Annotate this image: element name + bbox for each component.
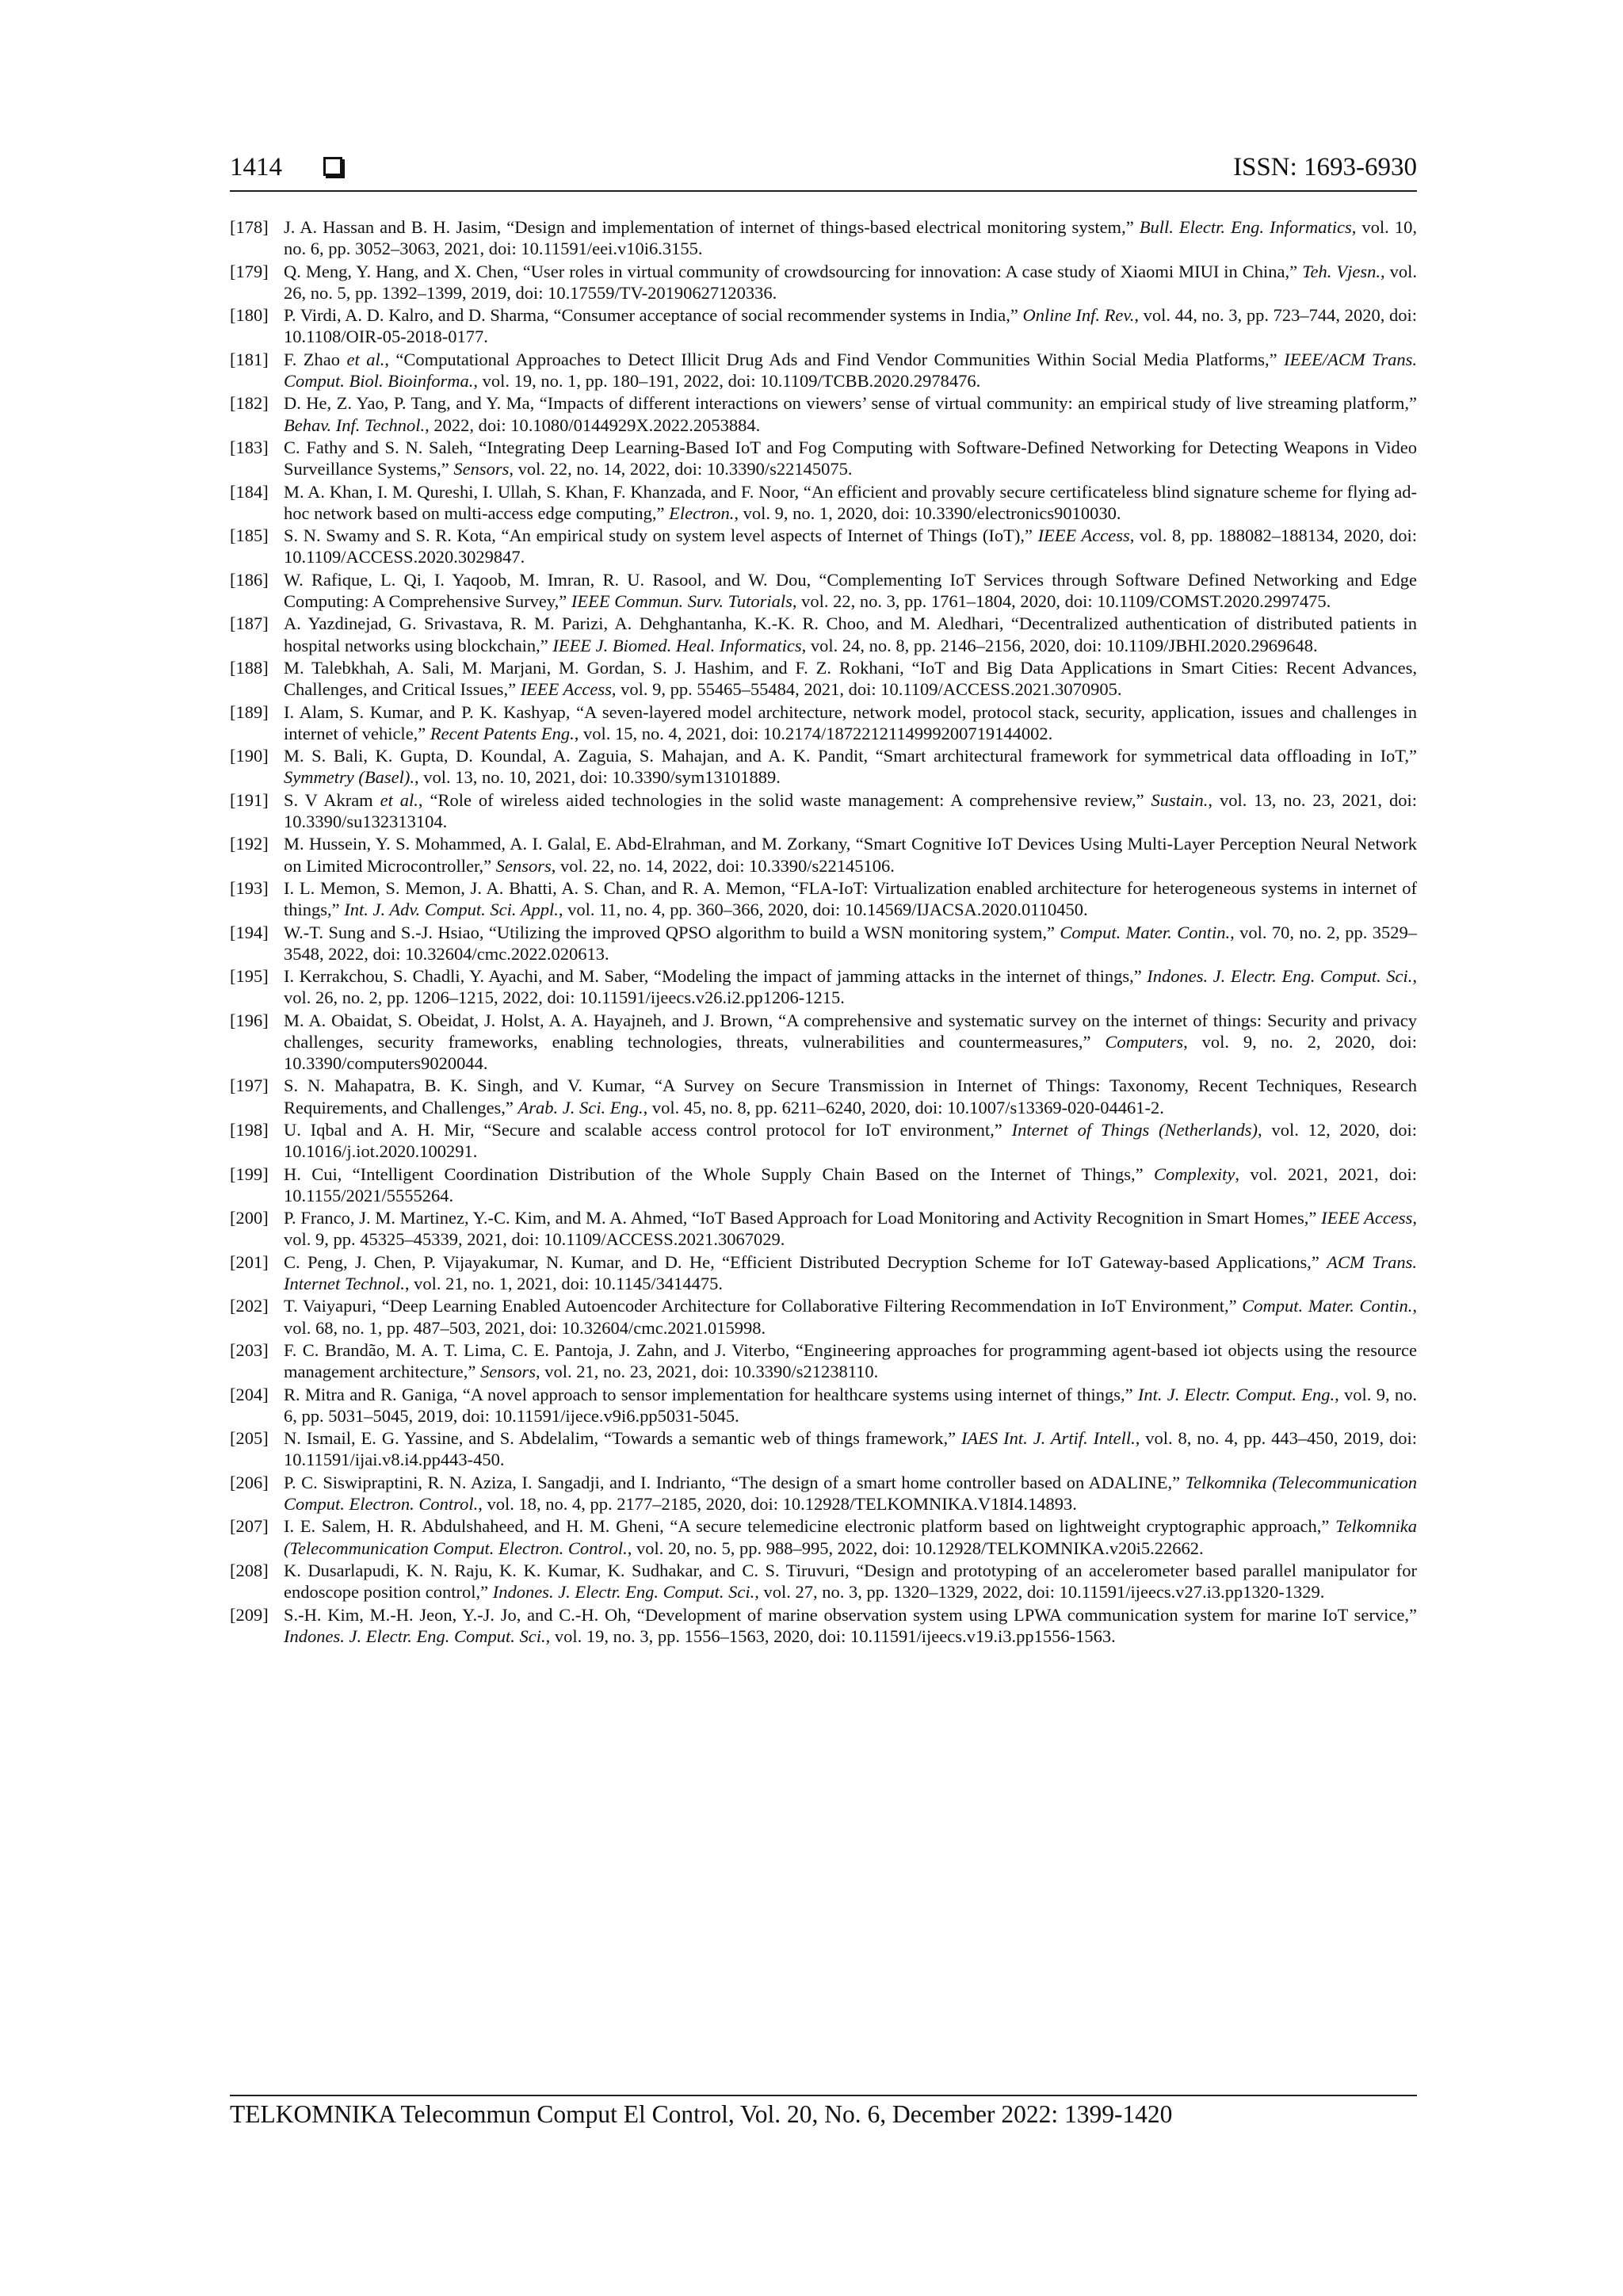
reference-number: [179]	[230, 261, 269, 281]
reference-text: F. Zhao et al., “Computational Approaches to Detect Illicit Drug Ads and Find Vendor Communities Within Social Media Platforms,” IEEE/ACM Trans. Comput. Biol. Bioinforma., vol. 19, no. 1, pp. 180–191, 2022, doi: 10.1109/TCBB.2020.2978476.	[284, 349, 1417, 391]
reference-text: U. Iqbal and A. H. Mir, “Secure and scalable access control protocol for IoT environment,” Internet of Things (Netherlands), vol. 12, 2020, doi: 10.1016/j.iot.2020.100291.	[284, 1120, 1417, 1162]
reference-text: C. Fathy and S. N. Saleh, “Integrating Deep Learning-Based IoT and Fog Computing with Software-Defined Networking for Detecting Weapons in Video Surveillance Systems,” Sensors, vol. 22, no. 14, 2022, doi: 10.3390/s22145075.	[284, 437, 1417, 479]
reference-text: I. Kerrakchou, S. Chadli, Y. Ayachi, and M. Saber, “Modeling the impact of jamming attacks in the internet of things,” Indones. J. Electr. Eng. Comput. Sci., vol. 26, no. 2, pp. 1206–1215, 2022, doi: 10.11591/ijeecs.v26.i2.pp1206-1215.	[284, 966, 1417, 1008]
reference-number: [203]	[230, 1340, 269, 1361]
reference-text: P. Virdi, A. D. Kalro, and D. Sharma, “Consumer acceptance of social recommender systems in India,” Online Inf. Rev., vol. 44, no. 3, pp. 723–744, 2020, doi: 10.1108/OIR-05-2018-0177.	[284, 305, 1417, 347]
reference-item	[230, 216, 1417, 259]
reference-number: [181]	[230, 349, 269, 369]
reference-text: A. Yazdinejad, G. Srivastava, R. M. Parizi, A. Dehghantanha, K.-K. R. Choo, and M. Aledhari, “Decentralized authentication of distributed patients in hospital networks using blockchain,” IEEE J. Biomed. Heal. Informatics, vol. 24, no. 8, pp. 2146–2156, 2020, doi: 10.1109/JBHI.2020.2969648.	[284, 613, 1417, 655]
page-header	[230, 153, 1417, 188]
reference-item	[230, 1515, 1417, 1558]
reference-item	[230, 745, 1417, 788]
reference-item	[230, 701, 1417, 744]
reference-text: Q. Meng, Y. Hang, and X. Chen, “User roles in virtual community of crowdsourcing for innovation: A case study of Xiaomi MIUI in China,” Teh. Vjesn., vol. 26, no. 5, pp. 1392–1399, 2019, doi: 10.17559/TV-20190627120336.	[284, 261, 1417, 303]
reference-text: D. He, Z. Yao, P. Tang, and Y. Ma, “Impacts of different interactions on viewers’ sense of virtual community: an empirical study of live streaming platform,” Behav. Inf. Technol., 2022, doi: 10.1080/0144929X.2022.2053884.	[284, 393, 1417, 435]
reference-number: [206]	[230, 1472, 269, 1492]
reference-text: P. Franco, J. M. Martinez, Y.-C. Kim, and M. A. Ahmed, “IoT Based Approach for Load Monitoring and Activity Recognition in Smart Homes,” IEEE Access, vol. 9, pp. 45325–45339, 2021, doi: 10.1109/ACCESS.2021.3067029.	[284, 1208, 1417, 1250]
reference-number: [204]	[230, 1384, 269, 1404]
reference-number: [189]	[230, 701, 269, 722]
reference-item	[230, 349, 1417, 392]
reference-number: [184]	[230, 481, 269, 502]
reference-text: C. Peng, J. Chen, P. Vijayakumar, N. Kumar, and D. He, “Efficient Distributed Decryption Scheme for IoT Gateway-based Applications,” ACM Trans. Internet Technol., vol. 21, no. 1, 2021, doi: 10.1145/3414475.	[284, 1251, 1418, 1294]
reference-number: [185]	[230, 525, 269, 546]
reference-item	[230, 1604, 1417, 1647]
reference-text: F. C. Brandão, M. A. T. Lima, C. E. Pantoja, J. Zahn, and J. Viterbo, “Engineering approaches for programming agent-based iot objects using the resource management architecture,” Sensors, vol. 21, no. 23, 2021, doi: 10.3390/s21238110.	[284, 1340, 1417, 1382]
reference-text: H. Cui, “Intelligent Coordination Distribution of the Whole Supply Chain Based on the Internet of Things,” Complexity, vol. 2021, 2021, doi: 10.1155/2021/5555264.	[284, 1163, 1417, 1205]
reference-text: M. S. Bali, K. Gupta, D. Koundal, A. Zaguia, S. Mahajan, and A. K. Pandit, “Smart architectural framework for symmetrical data offloading in IoT,” Symmetry (Basel)., vol. 13, no. 10, 2021, doi: 10.3390/sym13101889.	[284, 746, 1417, 788]
reference-item	[230, 1251, 1417, 1294]
page-footer: TELKOMNIKA Telecommun Comput El Control, Vol. 20, No. 6, December 2022: 1399-1420	[230, 2100, 1173, 2128]
reference-text: S. V Akram et al., “Role of wireless aided technologies in the solid waste management: A comprehensive review,” Sustain., vol. 13, no. 23, 2021, doi: 10.3390/su132313104.	[284, 789, 1417, 831]
reference-text: S. N. Swamy and S. R. Kota, “An empirical study on system level aspects of Internet of Things (IoT),” IEEE Access, vol. 8, pp. 188082–188134, 2020, doi: 10.1109/ACCESS.2020.3029847.	[284, 525, 1417, 567]
reference-number: [199]	[230, 1163, 269, 1184]
reference-number: [186]	[230, 569, 269, 590]
reference-number: [192]	[230, 834, 269, 854]
footer-rule	[230, 2095, 1417, 2096]
reference-number: [205]	[230, 1428, 269, 1449]
reference-item	[230, 1207, 1417, 1250]
reference-number: [197]	[230, 1075, 269, 1096]
reference-number: [183]	[230, 437, 269, 457]
reference-number: [188]	[230, 657, 269, 678]
reference-item	[230, 437, 1417, 479]
reference-item	[230, 1472, 1417, 1515]
reference-text: M. Hussein, Y. S. Mohammed, A. I. Galal, E. Abd-Elrahman, and M. Zorkany, “Smart Cognitive IoT Devices Using Multi-Layer Perception Neural Network on Limited Microcontroller,” Sensors, vol. 22, no. 14, 2022, doi: 10.3390/s22145106.	[284, 834, 1417, 876]
reference-number: [180]	[230, 305, 269, 326]
reference-number: [191]	[230, 789, 269, 810]
reference-item	[230, 304, 1417, 347]
reference-item	[230, 877, 1417, 920]
reference-text: I. Alam, S. Kumar, and P. K. Kashyap, “A seven-layered model architecture, network model, protocol stack, security, application, issues and challenges in internet of vehicle,” Recent Patents Eng., vol. 15, no. 4, 2021, doi: 10.2174/1872212114999200719144002.	[284, 701, 1417, 743]
reference-item	[230, 613, 1417, 655]
reference-item	[230, 261, 1417, 304]
reference-text: W. Rafique, L. Qi, I. Yaqoob, M. Imran, R. U. Rasool, and W. Dou, “Complementing IoT Services through Software Defined Networking and Edge Computing: A Comprehensive Survey,” IEEE Commun. Surv. Tutorials, vol. 22, no. 3, pp. 1761–1804, 2020, doi: 10.1109/COMST.2020.2997475.	[284, 569, 1417, 611]
reference-item	[230, 481, 1417, 524]
reference-number: [196]	[230, 1010, 269, 1030]
reference-item	[230, 1295, 1417, 1338]
reference-item	[230, 392, 1417, 435]
reference-number: [193]	[230, 877, 269, 898]
reference-number: [195]	[230, 966, 269, 987]
reference-item	[230, 1384, 1417, 1427]
reference-item	[230, 1010, 1417, 1075]
reference-text: S. N. Mahapatra, B. K. Singh, and V. Kumar, “A Survey on Secure Transmission in Internet of Things: Taxonomy, Recent Techniques, Research Requirements, and Challenges,” Arab. J. Sci. Eng., vol. 45, no. 8, pp. 6211–6240, 2020, doi: 10.1007/s13369-020-04461-2.	[284, 1075, 1417, 1117]
reference-text: W.-T. Sung and S.-J. Hsiao, “Utilizing the improved QPSO algorithm to build a WSN monitoring system,” Comput. Mater. Contin., vol. 70, no. 2, pp. 3529–3548, 2022, doi: 10.32604/cmc.2022.020613.	[284, 922, 1417, 964]
reference-text: M. Talebkhah, A. Sali, M. Marjani, M. Gordan, S. J. Hashim, and F. Z. Rokhani, “IoT and Big Data Applications in Smart Cities: Recent Advances, Challenges, and Critical Issues,” IEEE Access, vol. 9, pp. 55465–55484, 2021, doi: 10.1109/ACCESS.2021.3070905.	[284, 657, 1417, 700]
reference-number: [182]	[230, 393, 269, 414]
reference-item	[230, 1560, 1417, 1603]
reference-text: M. A. Khan, I. M. Qureshi, I. Ullah, S. Khan, F. Khanzada, and F. Noor, “An efficient and provably secure certificateless blind signature scheme for flying ad-hoc network based on multi-access edge computing,” Electron., vol. 9, no. 1, 2020, doi: 10.3390/electronics9010030.	[284, 481, 1417, 523]
reference-item	[230, 922, 1417, 965]
reference-item	[230, 1119, 1417, 1162]
reference-number: [194]	[230, 922, 269, 942]
reference-number: [178]	[230, 217, 269, 237]
header-rule	[230, 190, 1417, 192]
reference-item	[230, 1339, 1417, 1382]
reference-number: [201]	[230, 1251, 269, 1272]
reference-item	[230, 569, 1417, 612]
reference-number: [200]	[230, 1208, 269, 1228]
reference-item	[230, 1163, 1417, 1206]
reference-number: [202]	[230, 1296, 269, 1316]
reference-item	[230, 1075, 1417, 1117]
square-icon	[323, 157, 342, 176]
issn-label: ISSN: 1693-6930	[1233, 153, 1417, 181]
reference-item	[230, 833, 1417, 876]
reference-item	[230, 525, 1417, 567]
reference-number: [209]	[230, 1604, 269, 1625]
reference-number: [187]	[230, 613, 269, 634]
reference-text: I. L. Memon, S. Memon, J. A. Bhatti, A. S. Chan, and R. A. Memon, “FLA-IoT: Virtualization enabled architecture for heterogeneous systems in internet of things,” Int. J. Adv. Comput. Sci. Appl., vol. 11, no. 4, pp. 360–366, 2020, doi: 10.14569/IJACSA.2020.0110450.	[284, 877, 1417, 920]
reference-list	[230, 216, 1417, 1648]
reference-text: I. E. Salem, H. R. Abdulshaheed, and H. M. Gheni, “A secure telemedicine electronic platform based on lightweight cryptographic approach,” Telkomnika (Telecommunication Comput. Electron. Control., vol. 20, no. 5, pp. 988–995, 2022, doi: 10.12928/TELKOMNIKA.v20i5.22662.	[284, 1516, 1417, 1558]
reference-text: J. A. Hassan and B. H. Jasim, “Design and implementation of internet of things-based electrical monitoring system,” Bull. Electr. Eng. Informatics, vol. 10, no. 6, pp. 3052–3063, 2021, doi: 10.11591/eei.v10i6.3155.	[284, 217, 1417, 259]
page-number: 1414	[230, 153, 282, 181]
reference-text: S.-H. Kim, M.-H. Jeon, Y.-J. Jo, and C.-H. Oh, “Development of marine observation system using LPWA communication system for marine IoT service,” Indones. J. Electr. Eng. Comput. Sci., vol. 19, no. 3, pp. 1556–1563, 2020, doi: 10.11591/ijeecs.v19.i3.pp1556-1563.	[284, 1604, 1417, 1646]
reference-number: [207]	[230, 1516, 269, 1537]
reference-item	[230, 1427, 1417, 1470]
reference-text: K. Dusarlapudi, K. N. Raju, K. K. Kumar, K. Sudhakar, and C. S. Tiruvuri, “Design and prototyping of an accelerometer based parallel manipulator for endoscope position control,” Indones. J. Electr. Eng. Comput. Sci., vol. 27, no. 3, pp. 1320–1329, 2022, doi: 10.11591/ijeecs.v27.i3.pp1320-1329.	[284, 1561, 1417, 1603]
reference-number: [198]	[230, 1120, 269, 1140]
reference-text: N. Ismail, E. G. Yassine, and S. Abdelalim, “Towards a semantic web of things framework,” IAES Int. J. Artif. Intell., vol. 8, no. 4, pp. 443–450, 2019, doi: 10.11591/ijai.v8.i4.pp443-450.	[284, 1428, 1417, 1470]
reference-text: P. C. Siswipraptini, R. N. Aziza, I. Sangadji, and I. Indrianto, “The design of a smart home controller based on ADALINE,” Telkomnika (Telecommunication Comput. Electron. Control., vol. 18, no. 4, pp. 2177–2185, 2020, doi: 10.12928/TELKOMNIKA.V18I4.14893.	[284, 1472, 1417, 1515]
reference-item	[230, 657, 1417, 700]
reference-item	[230, 965, 1417, 1008]
reference-text: R. Mitra and R. Ganiga, “A novel approach to sensor implementation for healthcare systems using internet of things,” Int. J. Electr. Comput. Eng., vol. 9, no. 6, pp. 5031–5045, 2019, doi: 10.11591/ijece.v9i6.pp5031-5045.	[284, 1384, 1417, 1426]
reference-number: [208]	[230, 1561, 269, 1581]
reference-text: T. Vaiyapuri, “Deep Learning Enabled Autoencoder Architecture for Collaborative Filtering Recommendation in IoT Environment,” Comput. Mater. Contin., vol. 68, no. 1, pp. 487–503, 2021, doi: 10.32604/cmc.2021.015998.	[284, 1296, 1417, 1338]
reference-item	[230, 789, 1417, 832]
reference-number: [190]	[230, 746, 269, 766]
reference-text: M. A. Obaidat, S. Obeidat, J. Holst, A. A. Hayajneh, and J. Brown, “A comprehensive and systematic survey on the internet of things: Security and privacy challenges, security frameworks, enabling technologies, threats, vulnerabilities and countermeasures,” Computers, vol. 9, no. 2, 2020, doi: 10.3390/computers9020044.	[284, 1010, 1417, 1074]
